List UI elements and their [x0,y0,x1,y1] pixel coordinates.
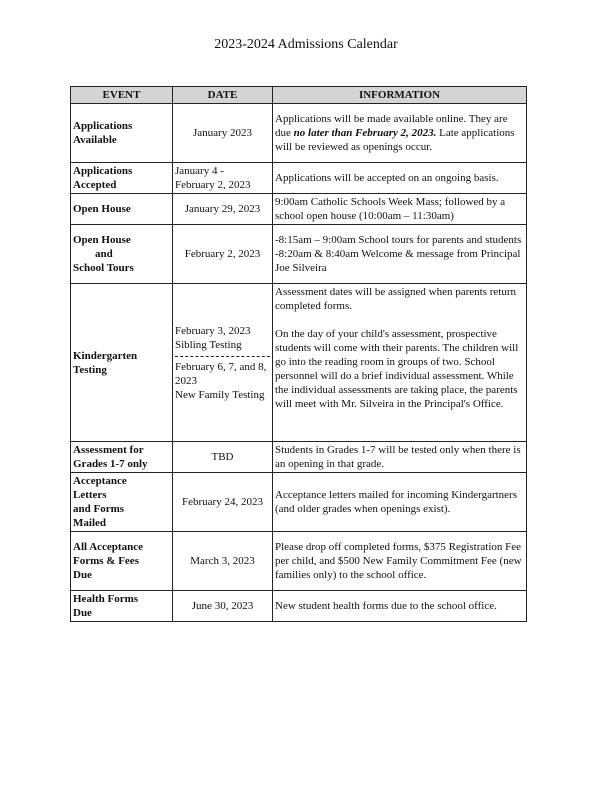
info-text: Applications will be made available online. [275,113,467,125]
date-cell: TBD [173,442,273,473]
date-cell: January 29, 2023 [173,194,273,225]
header-date: DATE [173,87,273,104]
date-cell: February 2, 2023 [173,225,273,284]
event-cell [71,225,173,284]
table-header-row [71,87,527,104]
info-cell: Acceptance letters mailed for incoming Kindergartners (and older grades when openings exist). [273,473,527,532]
table-row [71,163,527,194]
info-text: They are due [275,113,508,139]
header-information: INFORMATION [273,87,527,104]
date-text: February 3, 2023 [175,324,251,337]
info-text: Late applications will be reviewed as openings occur. [275,127,515,153]
table-row [71,104,527,163]
event-text: Open House [73,234,131,246]
date-text: February 2, 2023 [175,179,251,191]
info-deadline-emphasis: no later than February 2, 2023. [293,127,437,139]
table-row [71,194,527,225]
info-cell: Students in Grades 1-7 will be tested only when there is an opening in that grade. [273,442,527,473]
table-row [71,473,527,532]
event-cell [71,104,173,163]
info-cell: 9:00am Catholic Schools Week Mass; followed by a school open house (10:00am – 11:30am) [273,194,527,225]
event-cell [71,442,173,473]
dashed-divider [175,356,270,357]
event-text: All Acceptance [73,541,143,553]
event-cell [71,532,173,591]
event-text: Assessment for [73,444,144,456]
date-cell [173,163,273,194]
info-cell: Please drop off completed forms, $375 Registration Fee per child, and $500 New Family Commitment Fee (new families only) to the school office. [273,532,527,591]
page-title: 2023-2024 Admissions Calendar [214,37,398,52]
info-text: -8:15am – 9:00am School tours for parents and students [275,234,522,246]
event-text: and Forms [73,503,125,515]
event-text: School Tours [73,262,134,274]
event-cell [71,163,173,194]
event-text: Applications [73,120,133,132]
date-text: January 4 - [175,165,224,177]
event-text: Due [73,569,92,581]
event-text: and [95,248,113,260]
info-cell [273,284,527,442]
table-row [71,284,527,442]
table-row [71,225,527,284]
event-text: Health Forms [73,593,139,605]
date-text: February 6, 7, and 8, 2023 [175,360,267,387]
event-text: Kindergarten [73,349,138,362]
event-text: Grades 1-7 only [73,458,148,470]
event-text: Available [73,134,117,146]
event-cell: Open House [71,194,173,225]
event-cell [71,473,173,532]
date-text: Sibling Testing [175,338,242,351]
info-cell: New student health forms due to the school office. [273,591,527,622]
event-text: Mailed [73,517,106,529]
header-event: EVENT [71,87,173,104]
event-cell [71,591,173,622]
table-row [71,442,527,473]
info-cell [273,225,527,284]
table-row [71,532,527,591]
table-row [71,591,527,622]
info-text: Assessment dates will be assigned when parents return completed forms. [275,286,517,312]
info-cell: Applications will be accepted on an ongoing basis. [273,163,527,194]
event-text: Acceptance [73,475,127,487]
event-text: Testing [73,363,107,376]
info-cell [273,104,527,163]
date-cell [173,284,273,442]
date-cell: June 30, 2023 [173,591,273,622]
event-text: Letters [73,489,107,501]
event-text: Forms & Fees [73,555,139,567]
event-text: Applications [73,165,133,177]
date-cell: February 24, 2023 [173,473,273,532]
date-text: New Family Testing [175,388,265,401]
date-cell: March 3, 2023 [173,532,273,591]
event-text: Accepted [73,179,117,191]
admissions-calendar-table [70,86,527,622]
event-text: Due [73,607,92,619]
info-text: -8:20am & 8:40am Welcome & message from Principal Joe Silveira [275,248,521,274]
info-text: On the day of your child's assessment, prospective students will come with their parents. The children will go into the reading room in groups of two. School personnel will do a brief individual assessment. While the individual assessments are taking place, the parents will meet with Mr. Silveira in the Principal's Office. [275,328,519,410]
date-cell: January 2023 [173,104,273,163]
event-cell [71,284,173,442]
